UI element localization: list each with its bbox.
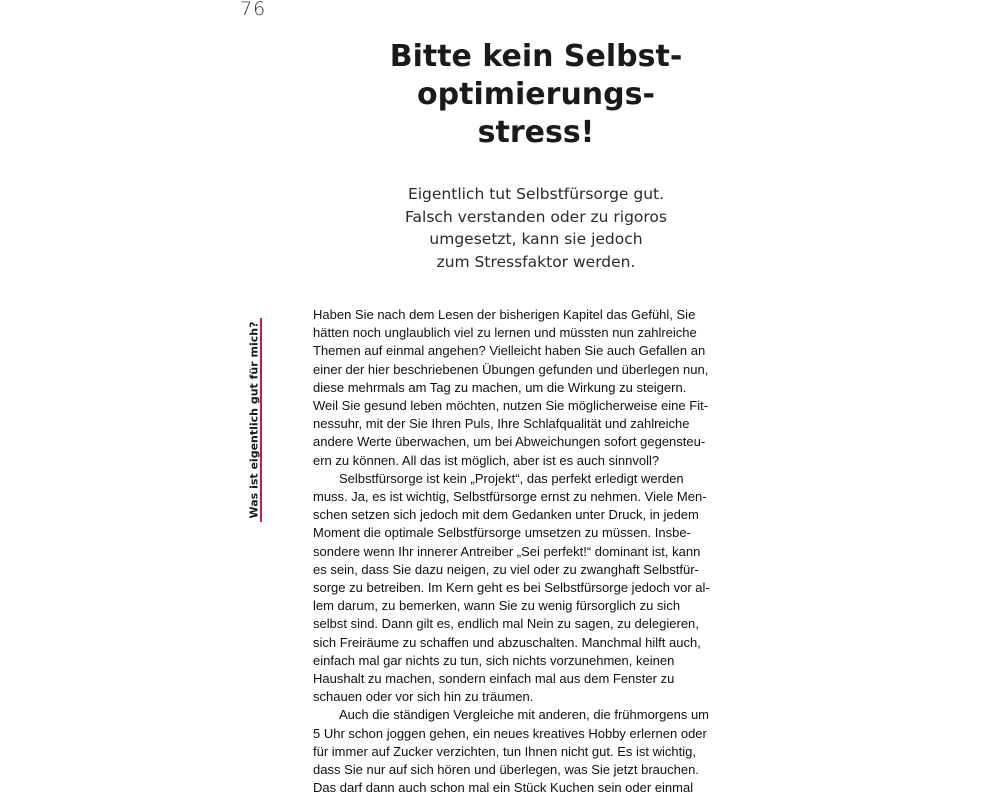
body-text-line: Moment die optimale Selbstfürsorge umsetzen zu müssen. Insbe- [313, 525, 691, 541]
body-text-line: sorge zu betreiben. Im Kern geht es bei Selbstfürsorge jedoch vor al- [313, 580, 710, 596]
body-text-line: nessuhr, mit der Sie Ihren Puls, Ihre Schlafqualität und zahlreiche [313, 416, 690, 432]
chapter-title-line: Bitte kein Selbst- [389, 39, 683, 74]
body-text-line: Themen auf einmal angehen? Vielleicht haben Sie auch Gefallen an [313, 343, 706, 359]
chapter-title [330, 38, 742, 152]
intro-line: umgesetzt, kann sie jedoch [429, 230, 643, 248]
body-text-line: schauen oder vor sich hin zu träumen. [313, 689, 534, 705]
body-text-line: Auch die ständigen Vergleiche mit anderen, die frühmorgens um [339, 707, 709, 723]
chapter-title-line: optimierungs- [417, 77, 655, 112]
section-sidebar-label: Was ist eigentlich gut für mich? [247, 321, 261, 519]
intro-line: zum Stressfaktor werden. [436, 252, 636, 271]
body-text-line: Haushalt zu machen, sondern einfach mal aus dem Fenster zu [313, 671, 675, 687]
body-text-line: hätten noch unglaublich viel zu lernen und müssten nun zahlreiche [313, 325, 697, 341]
body-text-line: muss. Ja, es ist wichtig, Selbstfürsorge ernst zu nehmen. Viele Men- [313, 489, 707, 505]
chapter-title-line: stress! [477, 115, 595, 150]
page-number: 76 [240, 0, 267, 20]
body-text-line: schen setzen sich jedoch mit dem Gedanken unter Druck, in jedem [313, 507, 699, 523]
body-text-line: einfach mal gar nichts zu tun, sich nichts vorzunehmen, keinen [313, 652, 675, 668]
body-text-line: sondere wenn Ihr innerer Antreiber „Sei perfekt!“ dominant ist, kann [313, 543, 701, 559]
body-text [313, 306, 760, 797]
body-text-line: Selbstfürsorge ist kein „Projekt“, das perfekt erledigt werden [339, 470, 684, 486]
intro-line: Falsch verstanden oder zu rigoros [405, 207, 667, 226]
intro-line: Eigentlich tut Selbstfürsorge gut. [407, 185, 665, 203]
body-text-line: Haben Sie nach dem Lesen der bisherigen Kapitel das Gefühl, Sie [313, 307, 696, 322]
body-text-line: Weil Sie gesund leben möchten, nutzen Sie möglicherweise eine Fit- [313, 398, 709, 414]
body-text-line: 5 Uhr schon joggen gehen, ein neues kreatives Hobby erlernen oder [313, 725, 707, 741]
intro-lead [330, 183, 742, 273]
body-text-line: einer der hier beschriebenen Übungen gefunden und überlegen nun, [313, 361, 709, 377]
body-text-line: andere Werte überwachen, um bei Abweichungen sofort gegensteu- [313, 434, 706, 450]
body-text-line: dass Sie nur auf sich hören und überlegen, was Sie jetzt brauchen. [313, 762, 699, 778]
body-text-line: Das darf dann auch schon mal ein Stück Kuchen sein oder einmal [313, 780, 694, 796]
sidebar-accent-rule [260, 318, 262, 522]
body-text-line: lem darum, zu bemerken, wann Sie zu wenig fürsorglich zu sich [313, 598, 681, 614]
body-text-line: es sein, dass Sie dazu neigen, zu viel oder zu zwanghaft Selbstfür- [313, 561, 699, 577]
body-text-line: für immer auf Zucker verzichten, tun Ihnen nicht gut. Es ist wichtig, [313, 743, 696, 759]
body-text-line: ern zu können. All das ist möglich, aber ist es auch sinnvoll? [313, 452, 660, 468]
body-text-line: sich Freiräume zu schaffen und abzuschalten. Manchmal hilft auch, [313, 634, 701, 650]
body-text-line: selbst sind. Dann gilt es, endlich mal Nein zu sagen, zu delegieren, [313, 616, 699, 632]
body-text-line: diese mehrmals am Tag zu machen, um die Wirkung zu steigern. [313, 379, 687, 395]
